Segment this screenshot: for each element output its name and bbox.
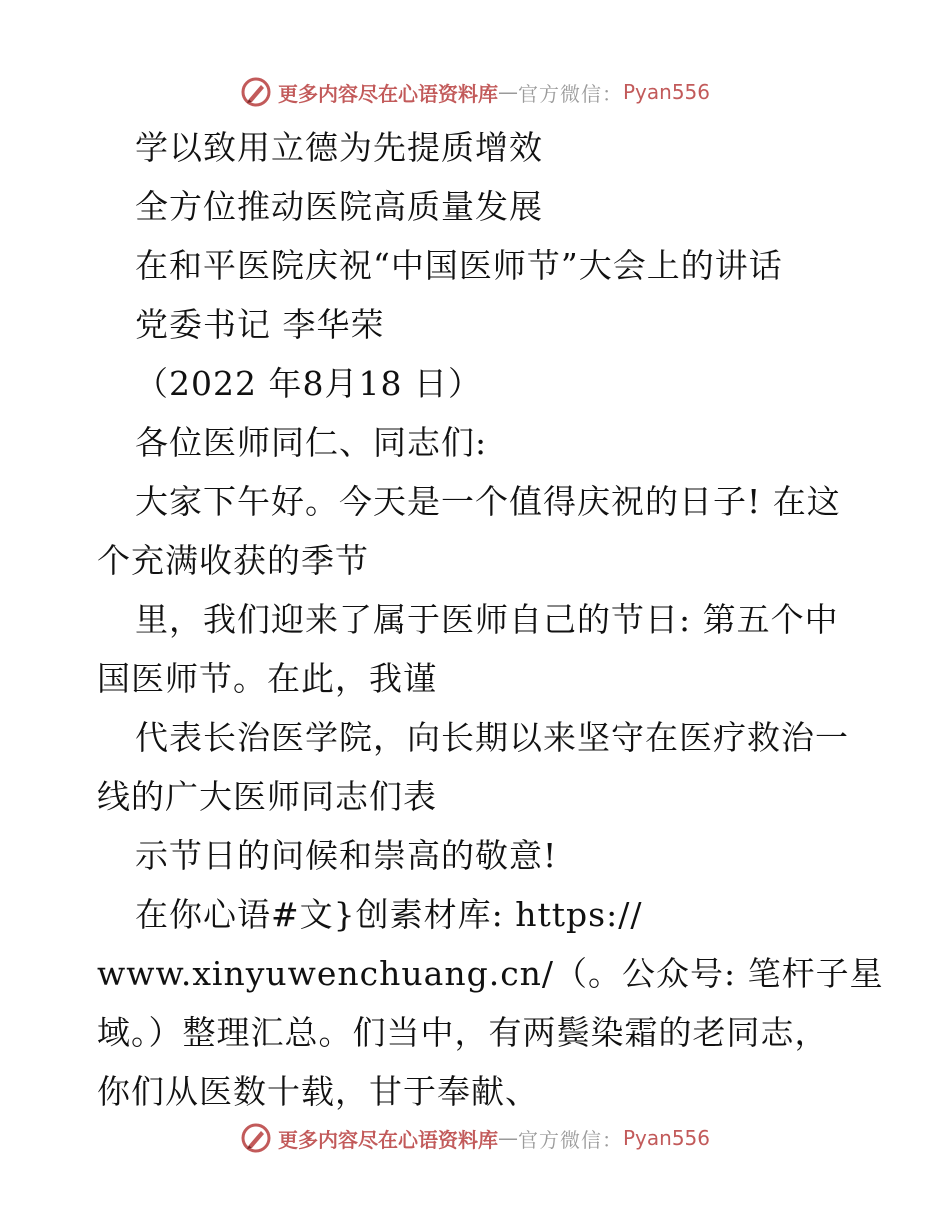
doc-line: 国医师节。在此，我谨: [97, 659, 437, 698]
doc-line: 个充满收获的季节: [97, 541, 369, 580]
header-banner[interactable]: [0, 72, 950, 112]
doc-line: 里，我们迎来了属于医师自己的节日: 第五个中: [135, 600, 839, 639]
doc-line: www.xinyuwenchuang.cn/（。公众号: 笔杆子星: [97, 954, 884, 993]
doc-line: 在你心语#文}创素材库: https://: [135, 895, 643, 934]
doc-line: 学以致用立德为先提质增效: [135, 128, 543, 167]
header-dash: —: [497, 80, 518, 104]
header-wechat-label: 官方微信：: [517, 81, 623, 106]
footer-wechat-account: Pyan556: [622, 1126, 710, 1150]
doc-line: 党委书记 李华荣: [135, 305, 385, 344]
footer-site-text: 更多内容尽在心语资料库: [277, 1127, 498, 1152]
header-wechat-account: Pyan556: [622, 80, 710, 104]
doc-line: 全方位推动医院高质量发展: [135, 187, 543, 226]
doc-line: 线的广大医师同志们表: [97, 777, 437, 816]
header-site-text: 更多内容尽在心语资料库: [277, 81, 498, 106]
doc-line: 你们从医数十载，甘于奉献、: [97, 1072, 539, 1111]
footer-wechat-label: 官方微信：: [517, 1127, 623, 1152]
footer-dash: —: [497, 1126, 518, 1150]
footer-banner[interactable]: [0, 1118, 950, 1158]
doc-line: （2022 年8月18 日）: [135, 364, 482, 403]
pen-logo-icon: [240, 1122, 272, 1154]
doc-line: 大家下午好。今天是一个值得庆祝的日子! 在这: [135, 482, 841, 521]
doc-line: 在和平医院庆祝“中国医师节”大会上的讲话: [135, 246, 783, 285]
doc-line: 域。）整理汇总。们当中，有两鬓染霜的老同志，: [97, 1013, 829, 1052]
doc-line: 示节日的问候和崇高的敬意!: [135, 836, 558, 875]
doc-line: 代表长治医学院，向长期以来坚守在医疗救治一: [135, 718, 849, 757]
doc-line: 各位医师同仁、同志们:: [135, 423, 488, 462]
document-body: [97, 118, 884, 1121]
pen-logo-icon: [240, 76, 272, 108]
